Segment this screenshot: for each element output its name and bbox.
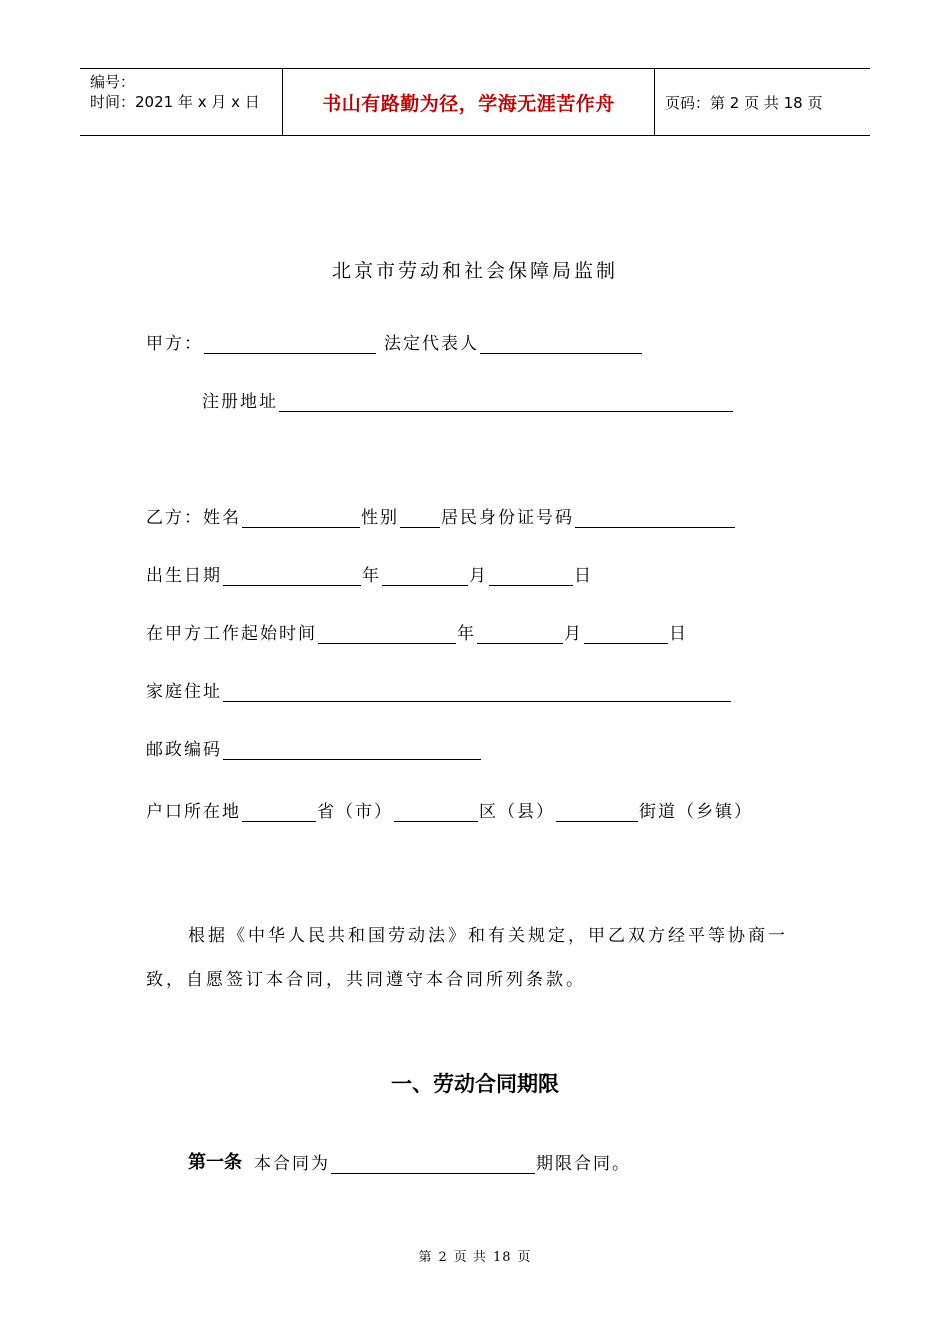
province-label: 省（市） (317, 802, 393, 822)
party-b-line (146, 502, 736, 528)
start-line (146, 618, 688, 644)
footer-prefix: 第 (418, 1250, 433, 1265)
birth-month-label: 月 (469, 566, 488, 586)
footer-mid: 页 共 (453, 1250, 487, 1265)
header-page-info: 页码：第 2 页 共 18 页 (665, 93, 823, 112)
postcode-field[interactable] (223, 739, 481, 760)
footer-total: 18 (492, 1250, 512, 1265)
name-label: 姓名 (203, 508, 241, 528)
district-label: 区（县） (479, 802, 555, 822)
start-month-label: 月 (564, 624, 583, 644)
home-field[interactable] (223, 681, 731, 702)
birth-year-label: 年 (362, 566, 381, 586)
birth-label: 出生日期 (146, 566, 222, 586)
page-header (80, 68, 870, 136)
party-a-address-line (202, 386, 734, 412)
birth-line (146, 560, 593, 586)
start-month-field[interactable] (477, 623, 563, 644)
number-label: 编号： (90, 73, 136, 91)
street-label: 街道（乡镇） (639, 802, 753, 822)
district-field[interactable] (394, 801, 478, 822)
id-field[interactable] (575, 507, 735, 528)
article-1-text-before: 本合同为 (254, 1154, 330, 1174)
birth-day-label: 日 (574, 566, 593, 586)
party-b-label: 乙方： (146, 508, 203, 528)
page-footer (0, 1246, 950, 1265)
address-field[interactable] (279, 391, 733, 412)
party-a-line (146, 328, 643, 354)
party-a-label: 甲方： (146, 334, 203, 354)
hukou-line (146, 796, 753, 822)
postcode-line (146, 734, 482, 760)
start-day-label: 日 (669, 624, 688, 644)
birth-day-field[interactable] (489, 565, 573, 586)
document-title: 北京市劳动和社会保障局监制 (331, 260, 618, 282)
start-year-label: 年 (457, 624, 476, 644)
postcode-label: 邮政编码 (146, 740, 222, 760)
hukou-label: 户口所在地 (146, 802, 241, 822)
contract-term-field[interactable] (331, 1153, 535, 1174)
header-motto: 书山有路勤为径，学海无涯苦作舟 (282, 69, 655, 135)
intro-paragraph: 根据《中华人民共和国劳动法》和有关规定，甲乙双方经平等协商一致，自愿签订本合同，共同遵守本合同所列条款。 (146, 926, 788, 990)
id-label: 居民身份证号码 (441, 508, 574, 528)
section-title: 一、劳动合同期限 (391, 1072, 559, 1096)
start-day-field[interactable] (584, 623, 668, 644)
gender-label: 性别 (361, 508, 399, 528)
party-a-name-field[interactable] (204, 333, 376, 354)
name-field[interactable] (242, 507, 360, 528)
legal-rep-label: 法定代表人 (384, 334, 479, 354)
address-label: 注册地址 (202, 392, 278, 412)
article-1 (188, 1148, 631, 1174)
footer-page: 2 (438, 1250, 448, 1265)
time-label: 时间：2021 年 x 月 x 日 (90, 93, 260, 111)
start-year-field[interactable] (318, 623, 456, 644)
legal-rep-field[interactable] (480, 333, 642, 354)
start-label: 在甲方工作起始时间 (146, 624, 317, 644)
footer-suffix: 页 (517, 1250, 532, 1265)
home-line (146, 676, 732, 702)
header-left (80, 69, 282, 135)
article-1-text-after: 期限合同。 (536, 1154, 631, 1174)
birth-month-field[interactable] (382, 565, 468, 586)
province-field[interactable] (242, 801, 316, 822)
article-1-label: 第一条 (188, 1152, 242, 1173)
gender-field[interactable] (400, 507, 440, 528)
home-label: 家庭住址 (146, 682, 222, 702)
street-field[interactable] (556, 801, 638, 822)
birth-year-field[interactable] (223, 565, 361, 586)
